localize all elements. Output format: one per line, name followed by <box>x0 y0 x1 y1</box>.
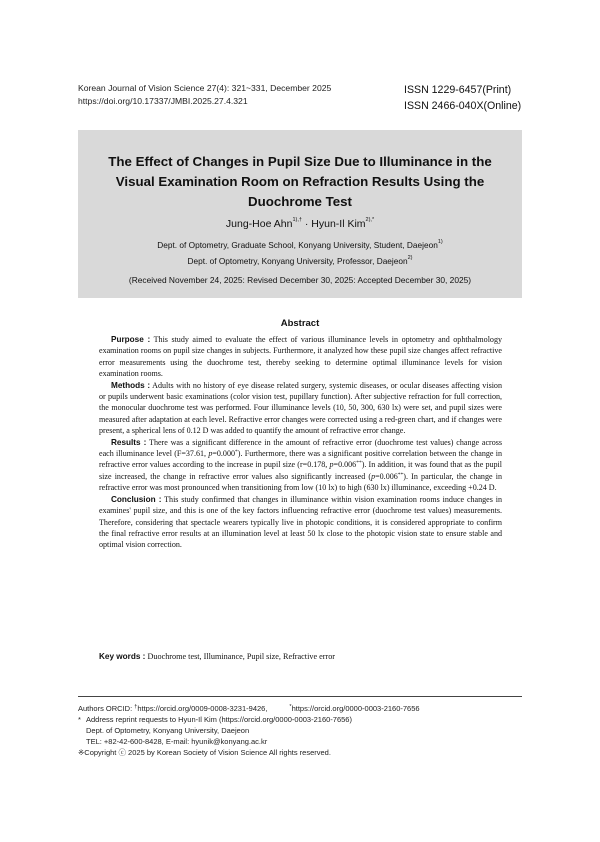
corresponding-mark: * <box>78 715 81 724</box>
paper-title <box>78 152 522 212</box>
results-label: Results : <box>111 437 147 447</box>
results-text: ). Furthermore, there was a significant positive correlation between the change in refractive error values according to the increase in pupil size (r=0.178, <box>99 449 502 470</box>
orcid-link[interactable]: https://orcid.org/0009-0008-3231-9426, <box>137 704 268 713</box>
footnote-divider <box>78 696 522 697</box>
results-text: =0.006 <box>375 471 398 481</box>
keywords <box>99 652 335 661</box>
abstract-results <box>99 437 502 494</box>
affiliation-2 <box>78 256 522 266</box>
author-separator: · <box>301 218 312 230</box>
orcid-line <box>78 703 420 714</box>
correspondence-line <box>78 714 420 725</box>
purpose-label: Purpose : <box>111 335 151 344</box>
author-superscript: 2),* <box>365 217 375 223</box>
correspondence-contact: TEL: +82-42-600-8428, E-mail: hyunik@konyang.ac.kr <box>86 737 268 746</box>
keywords-text: Duochrome test, Illuminance, Pupil size, Refractive error <box>145 652 336 661</box>
title-line: The Effect of Changes in Pupil Size Due to Illuminance in the <box>108 154 492 169</box>
title-line: Visual Examination Room on Refraction Results Using the <box>115 174 485 189</box>
author-name: Jung-Hoe Ahn <box>225 218 293 230</box>
purpose-text: This study aimed to evaluate the effect of various illuminance levels in optometry and ophthalmology examination rooms on pupil size changes in subjects. Furthermore, it analyzed how these pupil size changes affect refractive error measurements using the duochrome test, thereby seeking to determine optimal illuminance levels for vision examination rooms. <box>99 335 502 379</box>
orcid-link[interactable]: https://orcid.org/0000-0003-2160-7656 <box>291 704 420 713</box>
conclusion-label: Conclusion : <box>111 494 162 504</box>
significance-mark: ** <box>356 460 362 467</box>
footnotes <box>78 703 420 758</box>
issn-block <box>404 82 521 114</box>
results-text: =0.006 <box>333 460 357 470</box>
p-symbol: p <box>208 449 213 459</box>
abstract-conclusion <box>99 494 502 551</box>
doi-link[interactable]: https://doi.org/10.17337/JMBI.2025.27.4.321 <box>78 95 248 106</box>
journal-citation: Korean Journal of Vision Science 27(4): 321~331, December 2025 <box>78 83 332 93</box>
affiliation-superscript: 2) <box>407 255 413 261</box>
p-symbol: p <box>371 471 376 481</box>
abstract-methods <box>99 380 502 437</box>
significance-mark: * <box>235 449 238 456</box>
received-dates: (Received November 24, 2025: Revised December 30, 2025: Accepted December 30, 2025) <box>128 275 472 285</box>
affiliation-text: Dept. of Optometry, Graduate School, Konyang University, Student, Daejeon <box>157 240 438 250</box>
orcid-mark: † <box>134 704 138 710</box>
title-box <box>78 130 522 298</box>
affiliation-1 <box>78 240 522 250</box>
p-symbol: p <box>329 460 334 470</box>
keywords-label: Key words : <box>99 652 146 661</box>
conclusion-text: This study confirmed that changes in illuminance within vision examination rooms induce changes in examines' pupil size, and this is one of the key factors influencing refractive error (duochrome test values) measurements. Therefore, considering that spectacle wearers typically live in photopic conditions, it is considered appropriate to confirm the final refractive error results at an illumination level at least 50 lx close to the photopic vision state to ensure stable and optimal vision correction. <box>99 494 502 550</box>
significance-mark: ** <box>397 471 404 478</box>
author-list <box>78 218 522 230</box>
orcid-mark: * <box>289 704 292 710</box>
methods-text: Adults with no history of eye disease related surgery, systemic diseases, or ocular diseases affecting vision or pupils underwent basic examinations (color vision test, pupillary function). After subjective refraction for full correction, the monocular duochrome test was performed. Four illuminance levels (10, 50, 300, 630 lx) were set, and pupil sizes were measured after adaptation at each level. Refractive error changes were corrected using a red-green chart, and if changes were present, a spherical lens of 0.12 D was added to quantify the amount of refractive error change. <box>99 380 502 436</box>
author-superscript: 1),† <box>292 217 302 223</box>
title-line: Duochrome Test <box>248 194 352 209</box>
orcid-label: Authors ORCID: <box>78 704 135 713</box>
issn-print: ISSN 1229-6457(Print) <box>404 84 512 96</box>
copyright-notice: ※Copyright ⓒ 2025 by Korean Society of Vision Science All rights reserved. <box>78 748 331 757</box>
methods-label: Methods : <box>111 380 151 390</box>
affiliation-superscript: 1) <box>437 239 443 245</box>
journal-header <box>78 82 331 107</box>
abstract-purpose <box>99 334 502 380</box>
results-text: =0.000 <box>212 449 236 459</box>
affiliation-text: Dept. of Optometry, Konyang University, Professor, Daejeon <box>187 256 408 266</box>
author-name: Hyun-Il Kim <box>311 218 366 230</box>
abstract-heading: Abstract <box>280 318 320 329</box>
correspondence-text: Address reprint requests to Hyun-Il Kim (https://orcid.org/0000-0003-2160-7656) <box>86 715 352 724</box>
results-text: ). In addition, it was found that as the pupil size increased, the change in refractive error values also significantly increased ( <box>99 460 502 481</box>
issn-online: ISSN 2466-040X(Online) <box>404 100 522 112</box>
abstract-body <box>99 334 502 551</box>
results-text: ). In particular, the change in refractive error was most pronounced when transitioning from low (10 lx) to high (630 lx) illuminance, exceeding +0.24 D. <box>99 471 502 493</box>
results-text: There was a significant difference in the amount of refractive error (duochrome test values) change across each illuminance level (F=37.61, <box>99 437 502 459</box>
correspondence-dept: Dept. of Optometry, Konyang University, Daejeon <box>86 726 250 735</box>
